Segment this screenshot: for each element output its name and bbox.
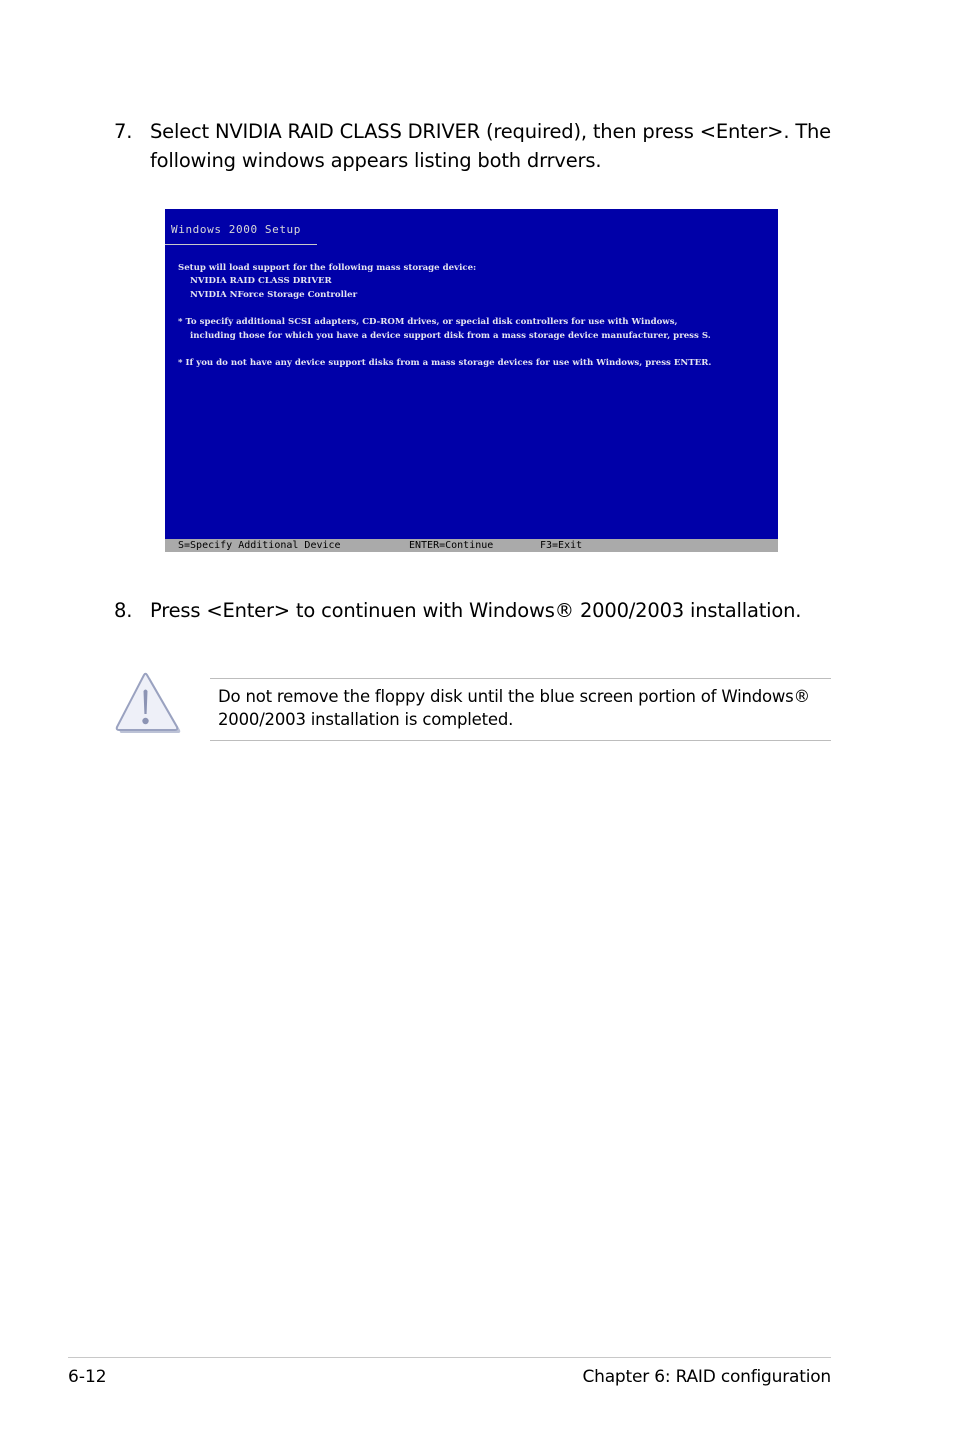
setup-message-line: * If you do not have any device support disks from a mass storage devices for use with Windows, press ENTER. xyxy=(178,358,712,368)
title-underline xyxy=(165,244,317,245)
step-text: Press <Enter> to continuen with Windows® 2000/2003 installation. xyxy=(150,599,802,622)
windows-setup-screenshot xyxy=(165,209,778,552)
note-divider-bottom xyxy=(210,740,831,741)
exit-key: F3=Exit xyxy=(540,540,583,551)
page-number: 6-12 xyxy=(68,1367,107,1387)
continue-key: ENTER=Continue xyxy=(409,540,494,551)
note-divider-top xyxy=(210,678,831,679)
note-line-1: Do not remove the floppy disk until the blue screen portion of Windows® xyxy=(218,687,810,706)
chapter-title: Chapter 6: RAID configuration xyxy=(582,1367,831,1387)
setup-message-line: Setup will load support for the following mass storage device: xyxy=(178,263,477,273)
device-name-raid: NVIDIA RAID CLASS DRIVER xyxy=(190,276,332,286)
setup-message-line: * To specify additional SCSI adapters, CD-ROM drives, or special disk controllers for use with Windows, xyxy=(178,317,678,327)
step-8 xyxy=(114,596,834,625)
setup-status-bar xyxy=(165,539,778,552)
step-text-line-1: Select NVIDIA RAID CLASS DRIVER (required), then press <Enter>. The xyxy=(150,120,831,143)
caution-note xyxy=(218,685,838,731)
caution-icon xyxy=(114,672,184,736)
footer-divider xyxy=(68,1357,831,1358)
specify-device-key: S=Specify Additional Device xyxy=(178,540,341,551)
setup-message-line: including those for which you have a device support disk from a mass storage device manufacturer, press S. xyxy=(190,331,711,341)
note-line-2: 2000/2003 installation is completed. xyxy=(218,710,514,729)
step-7 xyxy=(114,117,834,175)
step-number: 7. xyxy=(114,120,133,143)
step-text-line-2: following windows appears listing both drrvers. xyxy=(150,149,602,172)
step-number: 8. xyxy=(114,599,133,622)
device-name-nforce: NVIDIA NForce Storage Controller xyxy=(190,290,358,300)
setup-title: Windows 2000 Setup xyxy=(171,223,302,236)
